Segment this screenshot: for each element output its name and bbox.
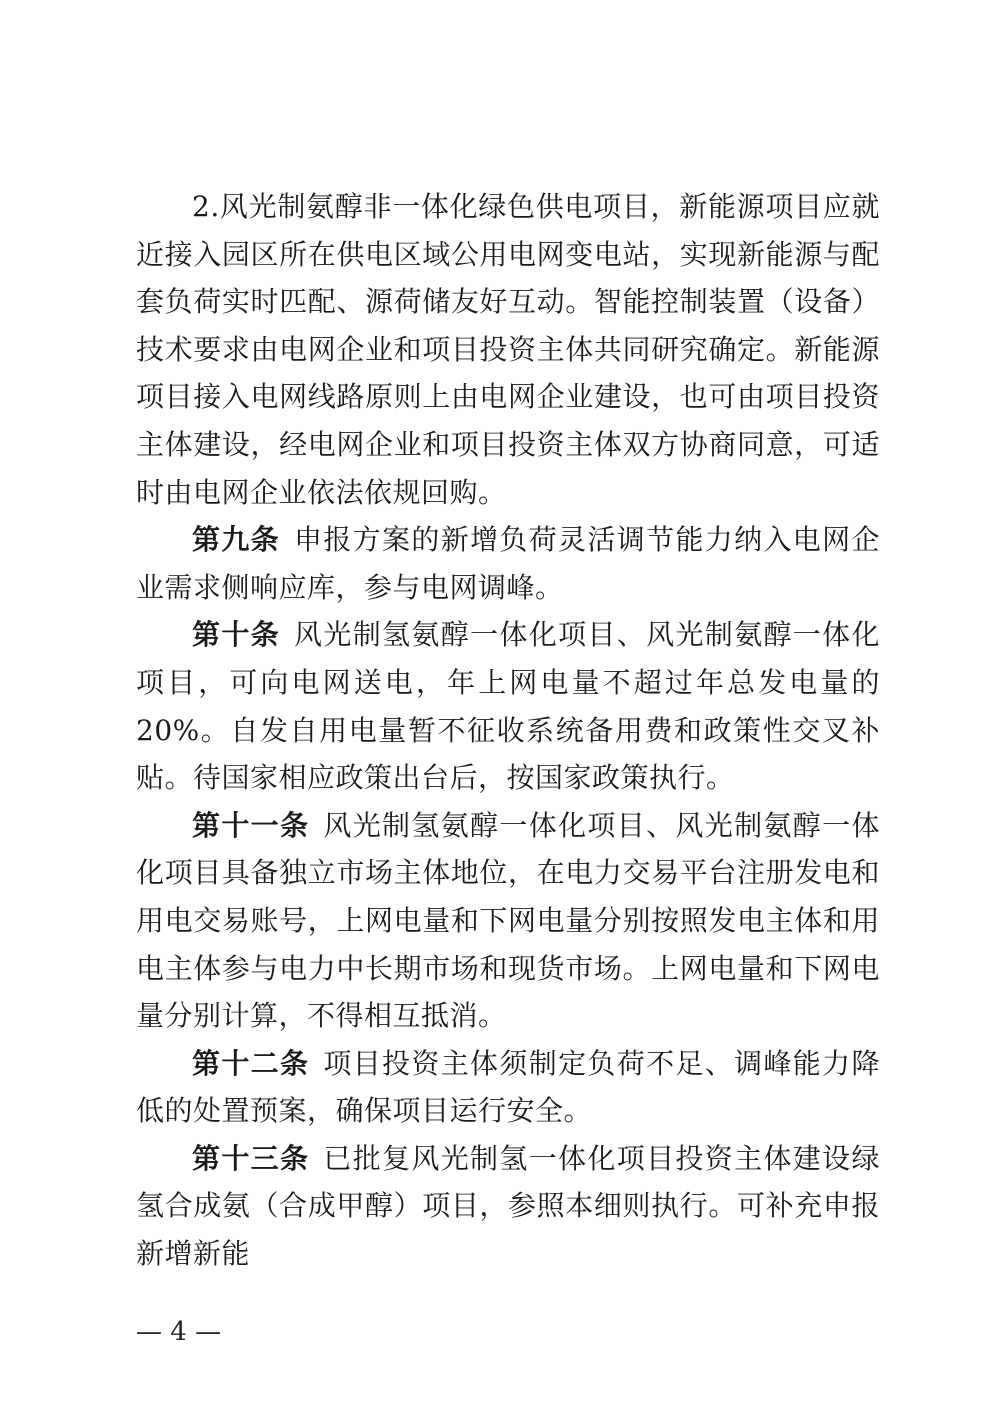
article-label: 第十二条 [192, 1046, 310, 1080]
article-12 [136, 1040, 880, 1135]
article-text: 风光制氢氨醇一体化项目、风光制氨醇一体化项目，可向电网送电，年上网电量不超过年总发电量的20%。自发自用电量暂不征收系统备用费和政策性交叉补贴。待国家相应政策出台后，按国家政策执行。 [136, 618, 880, 795]
paragraph-item-2 [136, 183, 880, 516]
article-label: 第十一条 [192, 808, 310, 842]
document-body [136, 183, 880, 1278]
article-9 [136, 516, 880, 611]
article-text: 已批复风光制氢一体化项目投资主体建设绿氢合成氨（合成甲醇）项目，参照本细则执行。可补充申报新增新能 [136, 1141, 880, 1271]
article-text: 申报方案的新增负荷灵活调节能力纳入电网企业需求侧响应库，参与电网调峰。 [136, 523, 880, 604]
article-10 [136, 611, 880, 801]
article-11 [136, 802, 880, 1040]
article-text: 项目投资主体须制定负荷不足、调峰能力降低的处置预案，确保项目运行安全。 [136, 1046, 880, 1128]
article-13 [136, 1135, 880, 1278]
article-label: 第十条 [192, 618, 281, 652]
article-label: 第十三条 [192, 1141, 310, 1175]
article-label: 第九条 [192, 523, 281, 557]
paragraph-text: 2.风光制氨醇非一体化绿色供电项目，新能源项目应就近接入园区所在供电区域公用电网变电站，实现新能源与配套负荷实时匹配、源荷储友好互动。智能控制装置（设备）技术要求由电网企业和项目投资主体共同研究确定。新能源项目接入电网线路原则上由电网企业建设，也可由项目投资主体建设，经电网企业和项目投资主体双方协商同意，可适时由电网企业依法依规回购。 [136, 190, 880, 509]
article-text: 风光制氢氨醇一体化项目、风光制氨醇一体化项目具备独立市场主体地位，在电力交易平台注册发电和用电交易账号，上网电量和下网电量分别按照发电主体和用电主体参与电力中长期市场和现货市场。上网电量和下网电量分别计算，不得相互抵消。 [136, 808, 880, 1033]
page-number: — 4 — [136, 1317, 222, 1347]
